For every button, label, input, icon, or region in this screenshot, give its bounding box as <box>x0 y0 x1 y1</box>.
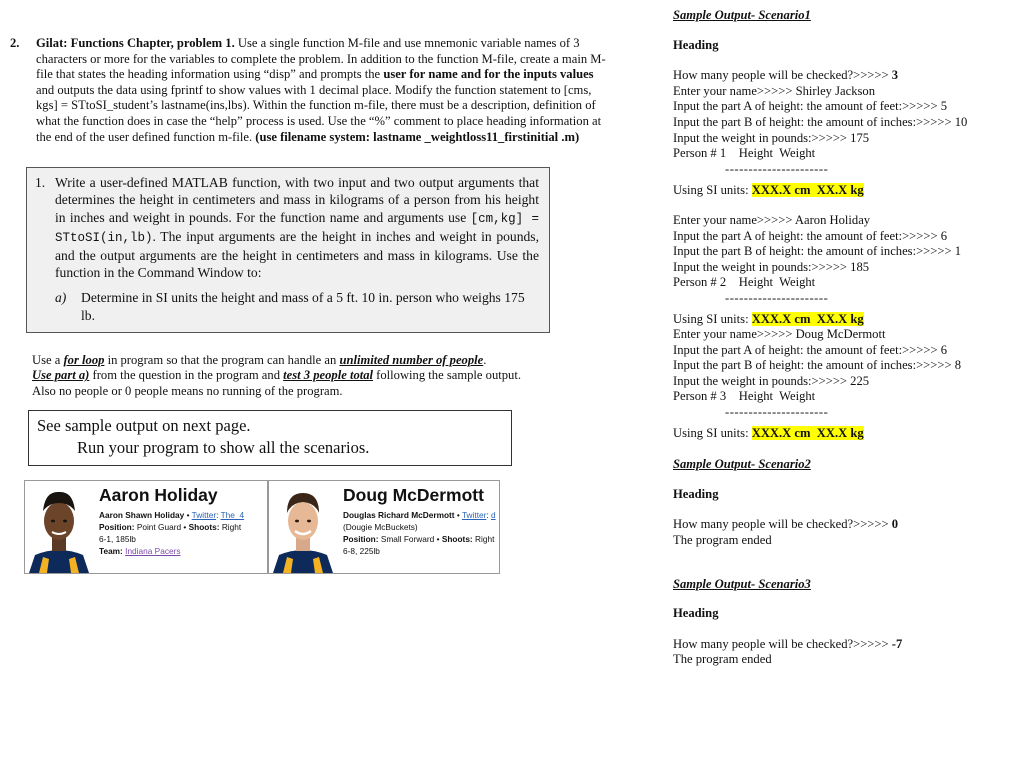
test-three-emphasis: test 3 people total <box>283 368 374 383</box>
person2-inch-line: Input the part B of height: the amount of inches:>>>>> 1 <box>673 244 962 259</box>
person3-inch-line: Input the part B of height: the amount of inches:>>>>> 8 <box>673 358 962 373</box>
loop-text-5: following the sample output. <box>373 368 521 383</box>
player-full-name: Douglas Richard McDermott <box>343 509 455 520</box>
player-photo-avatar <box>25 481 93 573</box>
person1-header-line: Person # 1 Height Weight <box>673 146 816 161</box>
scenario3-title: Sample Output- Scenario3 <box>673 576 811 591</box>
loop-text-3: . <box>483 352 487 367</box>
count-prompt-text: How many people will be checked?>>>>> <box>673 68 892 83</box>
excerpt-text-2: . The input arguments are the height in inches and weight in pounds, and the output arguments are the height in centimeters and mass in kilograms. Use the function in the Command Window to: <box>55 228 539 281</box>
scenario2-heading: Heading <box>673 486 719 501</box>
twitter-link[interactable]: Twitter <box>191 509 217 520</box>
si-label: Using SI units: <box>673 183 752 198</box>
twitter-link[interactable]: Twitter <box>461 509 487 520</box>
shoots-label: Shoots: <box>188 521 220 532</box>
count-value: -7 <box>891 636 903 651</box>
excerpt-number: 1. <box>35 175 46 191</box>
si-label: Using SI units: <box>673 425 752 440</box>
scenario3-heading: Heading <box>673 606 719 621</box>
problem-text <box>36 36 610 145</box>
problem-number: 2. <box>10 36 20 50</box>
scenario1-title: Sample Output- Scenario1 <box>673 8 811 22</box>
problem-body-2: and outputs the data using fprintf to show values with 1 decimal place. Modify the function statement to [cms, kgs] = STtoSI_student’s lastname(ins,lbs). Within the function m-file, there must be a description, definition of what the function does in case the “help” process is used. Use the “%” comment to place heading information at the end of the user defined function m-file. <box>36 82 602 144</box>
scenario3-count-prompt <box>673 637 1013 653</box>
person2-si-line <box>673 312 1013 328</box>
problem-title: Gilat: Functions Chapter, problem 1. <box>36 36 235 50</box>
person2-weight-line: Input the weight in pounds:>>>>> 185 <box>673 259 870 274</box>
scenario1-heading: Heading <box>673 37 719 52</box>
shoots-value: Right <box>475 533 495 544</box>
separator: • <box>454 509 462 520</box>
person1-weight-line: Input the weight in pounds:>>>>> 175 <box>673 130 870 145</box>
person1-dash-line: ---------------------- <box>725 161 829 176</box>
separator: • <box>184 509 192 520</box>
part-a-text: Determine in SI units the height and mass of a 5 ft. 10 in. person who weighs 175 lb. <box>81 290 525 323</box>
see-line-1: See sample output on next page. <box>37 415 251 435</box>
separator: • <box>181 521 189 532</box>
left-column <box>10 36 610 574</box>
person1-inch-line: Input the part B of height: the amount of inches:>>>>> 10 <box>673 114 968 129</box>
unlimited-people-emphasis: unlimited number of people <box>339 352 484 367</box>
person2-header-line: Person # 2 Height Weight <box>673 275 816 290</box>
problem-bold-1: user for name and for the inputs values <box>383 67 594 82</box>
no-people-note: Also no people or 0 people means no running of the program. <box>32 383 343 398</box>
problem-body-1: Use a single function M-file and use mnemonic variable names of 3 characters or more for the variables to complete the problem. In addition to the function M-file, create a main M-file that states the heading information using “disp” and prompts the <box>36 36 606 82</box>
person3-dash-line: ---------------------- <box>725 405 829 420</box>
player-fullname-line: Aaron Shawn Holiday • Twitter: The_4 <box>99 509 245 520</box>
count-prompt-text: How many people will be checked?>>>>> <box>673 517 892 532</box>
loop-text-1: Use a <box>32 352 64 367</box>
twitter-handle-link[interactable]: The_4 <box>220 509 245 520</box>
person3-name-line: Enter your name>>>>> Doug McDermott <box>673 327 886 342</box>
see-line-2: Run your program to show all the scenarios. <box>77 437 370 457</box>
separator: • <box>434 533 442 544</box>
excerpt-text-1: Write a user-defined MATLAB function, with two input and two output arguments that determines the height in centimeters and mass in kilograms of a person from his height in inches and weight in pounds. For the function name and arguments use <box>55 175 539 225</box>
player-info <box>337 481 499 573</box>
textbook-excerpt <box>26 167 550 333</box>
person3-weight-line: Input the weight in pounds:>>>>> 225 <box>673 373 870 388</box>
loop-text-4: from the question in the program and <box>89 368 284 383</box>
scenario1-count-prompt <box>673 68 1013 84</box>
team-label: Team: <box>99 545 123 556</box>
si-label: Using SI units: <box>673 311 752 326</box>
si-result-highlight: XXX.X cm XX.X kg <box>751 183 864 198</box>
excerpt-text <box>55 174 539 281</box>
shoots-value: Right <box>221 521 242 532</box>
function-signature: [cm,kg] = STtoSI(in,lb) <box>55 211 540 245</box>
for-loop-emphasis: for loop <box>63 352 105 367</box>
person3-si-line <box>673 426 1013 442</box>
position-value: Small Forward <box>380 533 435 544</box>
player-team-line <box>99 545 265 557</box>
scenario2-end-line: The program ended <box>673 533 772 548</box>
scenario3-end-line: The program ended <box>673 652 772 667</box>
part-a-label: a) <box>55 290 67 306</box>
problem-statement <box>10 36 610 145</box>
person2-name-line: Enter your name>>>>> Aaron Holiday <box>673 212 871 227</box>
player-nickname: (Dougie McBuckets) <box>343 521 418 532</box>
scenario2-title: Sample Output- Scenario2 <box>673 457 811 472</box>
person3-feet-line: Input the part A of height: the amount of feet:>>>>> 6 <box>673 342 948 357</box>
player-fullname-line: Douglas Richard McDermott • Twitter: d <box>343 509 496 520</box>
player-position-line <box>99 521 265 533</box>
sample-output-column <box>673 8 1013 668</box>
player-card-doug-mcdermott <box>268 480 500 574</box>
player-cards <box>24 480 610 574</box>
count-prompt-text: How many people will be checked?>>>>> <box>673 636 892 651</box>
player-card-aaron-holiday <box>24 480 268 574</box>
see-next-page-box <box>28 410 512 466</box>
excerpt-part-a <box>55 289 539 323</box>
si-result-highlight: XXX.X cm XX.X kg <box>751 311 864 326</box>
person2-dash-line: ---------------------- <box>725 290 829 305</box>
loop-text-2: in program so that the program can handle an <box>104 352 340 367</box>
person3-header-line: Person # 3 Height Weight <box>673 389 816 404</box>
count-value: 3 <box>891 68 899 83</box>
player-name: Aaron Holiday <box>99 484 218 505</box>
shoots-label: Shoots: <box>441 533 473 544</box>
person1-name-line: Enter your name>>>>> Shirley Jackson <box>673 83 875 98</box>
position-label: Position: <box>343 533 379 544</box>
player-info <box>93 481 267 573</box>
person1-si-line <box>673 183 1013 199</box>
player-full-name: Aaron Shawn Holiday <box>99 509 185 520</box>
position-value: Point Guard <box>136 521 182 532</box>
position-label: Position: <box>99 521 135 532</box>
twitter-handle-link[interactable]: d <box>491 509 496 520</box>
use-part-a-emphasis: Use part a) <box>32 368 90 383</box>
count-value: 0 <box>891 517 899 532</box>
person1-feet-line: Input the part A of height: the amount of feet:>>>>> 5 <box>673 99 948 114</box>
si-result-highlight: XXX.X cm XX.X kg <box>751 425 864 440</box>
problem-filename: (use filename system: lastname _weightloss11_firstinitial .m) <box>255 129 580 144</box>
team-link[interactable]: Indiana Pacers <box>125 545 181 556</box>
person2-feet-line: Input the part A of height: the amount of feet:>>>>> 6 <box>673 228 948 243</box>
player-name: Doug McDermott <box>343 484 484 505</box>
player-photo-avatar <box>269 481 337 573</box>
player-size: 6-1, 185lb <box>99 533 136 544</box>
loop-instructions <box>32 353 592 400</box>
player-position-line <box>343 533 497 545</box>
player-size: 6-8, 225lb <box>343 545 380 556</box>
scenario2-count-prompt <box>673 517 1013 533</box>
